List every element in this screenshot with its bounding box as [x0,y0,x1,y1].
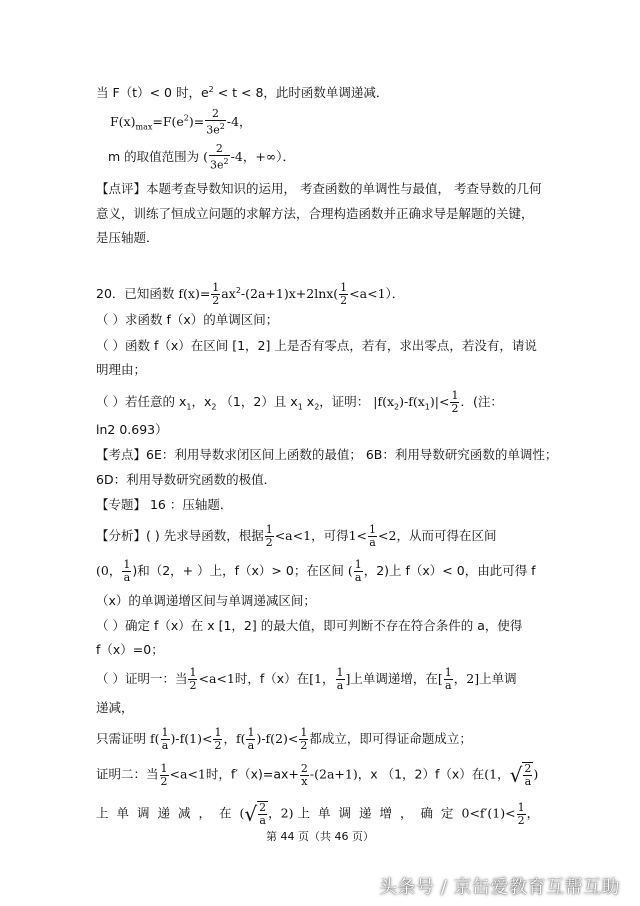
text: 意义，训练了恒成立问题的求解方法，合理构造函数并正确求导是解题的关键， [96,206,534,221]
formula-text: -4，+∞）． [230,148,295,164]
text: 上单调递减，在 [96,805,240,821]
fraction [246,727,255,752]
text-line [96,727,576,752]
text-line [96,390,576,417]
radical-sign: √ [509,763,523,787]
text: 时，f（x）在 [234,671,310,686]
formula-text: 1< [348,528,368,543]
denominator: 2 [517,813,525,827]
superscript: 2 [208,85,214,94]
fraction [368,524,377,549]
formula-text: ，2] [453,671,480,686]
formula-text: )|< [429,394,450,409]
formula-text: <a<1 [169,766,206,782]
fraction [523,763,532,788]
square-root [510,762,534,788]
text: 上单调递增，在 [350,671,438,686]
fraction [339,282,348,307]
fraction [336,667,345,692]
watermark-text: 头条号 / 京缶爱教育互帮互助 [378,877,620,898]
formula-text: 0<f′(1)< [461,805,516,821]
formula-text: |f(x [373,394,395,409]
fraction [450,390,459,415]
formula-text: [ [437,671,443,686]
formula-text: ( [203,148,209,164]
text: 【专题】 16 ：压轴题． [96,497,233,512]
formula-text: )-f(1)< [170,731,213,746]
numerator: 1 [212,281,220,295]
denominator: a [336,679,344,692]
denominator [205,121,226,137]
numerator: 1 [247,726,255,739]
text-line [96,361,576,379]
fraction [188,667,197,692]
numerator: 1 [161,726,169,739]
text-line [96,524,576,549]
subscript: 1 [186,402,192,412]
fraction [265,524,274,549]
denominator [209,156,230,172]
text: 【点评】本题考查导数知识的运用， 考查函数的单调性与最值， 考查导数的几何 [96,181,542,196]
numerator: 1 [160,761,168,775]
denominator: a [445,679,452,692]
text-line [96,667,576,692]
formula-text: <a<1 [274,528,312,543]
numerator: 2 [259,801,267,814]
text: （ ）求函数 f（x）的单调区间； [96,312,279,327]
radical-sign: √ [244,802,258,826]
formula-text: ] [345,671,351,686]
numerator: 1 [354,558,362,571]
subscript: 1 [297,402,303,412]
fraction [122,559,131,584]
text: < t < 8，此时函数单调递减． [213,85,389,101]
text: ，x （1，2）f（x）在 [357,766,485,782]
numerator: 1 [517,800,525,814]
denominator: a [259,814,266,827]
numerator: 1 [336,666,344,679]
text: 只需证明 [96,731,147,746]
fraction [213,727,222,752]
text-line [96,81,576,102]
text-line [96,617,576,635]
text: 时，f′（x)=ax+ [205,766,299,782]
subscript: 2 [314,402,320,412]
numerator: 1 [369,523,377,536]
text: （ ）函数 f（x）在区间 [1，2] 上是否有零点，若有，求出零点，若没有，请说 [96,338,537,353]
page-footer: 第 44 页（共 46 页） [266,830,374,843]
text: 上单调递增，确定 [297,805,462,821]
denominator: x [301,774,308,788]
text: ．(注： [460,394,503,409]
text: ，从而可得在区间 [396,528,497,543]
numerator: 1 [451,389,459,402]
formula-text: [1， [309,671,335,686]
text: （ ）证明一：当 [96,671,188,686]
fraction [354,559,363,584]
text: （ ）若任意的 x [96,394,187,409]
fraction [258,802,267,827]
text-line [96,311,576,329]
subscript: 2 [211,402,217,412]
denominator: a [247,739,255,752]
formula-text: ) [533,766,539,782]
superscript: 2 [235,286,241,295]
text-line [96,421,576,439]
numerator: 1 [444,666,452,679]
text-line [96,801,576,827]
text: 证明二：当 [96,766,159,782]
text: ，证明： [319,394,370,409]
text: x [302,394,315,409]
text: 6D：利用导数研究函数的极值． [96,472,277,487]
superscript: 2 [223,157,229,166]
formula-line [110,108,576,137]
text: ，可得 [311,528,349,543]
text: 当 F（t）< 0 时，e [96,85,209,101]
formula-text: -(2a+1)x+2lnx( [240,286,339,302]
text-line [96,337,576,355]
denominator: 2 [212,294,220,308]
text: 递减， [96,700,134,715]
formula-text: (1， [484,766,510,782]
text: 【考点】6E：利用导数求闭区间上函数的最值； 6B：利用导数研究函数的单调性； [96,447,558,462]
question-line [96,282,576,307]
formula-text: <a<1 [198,671,235,686]
text-line [96,180,576,198]
formula-text: <2 [378,528,397,543]
subscript: max [135,122,153,132]
text-line [96,446,576,464]
formula-text: )-f(2)< [256,731,299,746]
fraction [300,763,309,788]
text: ，2)上 f（x）< 0，由此可得 f [363,563,536,578]
formula-text: -4， [226,113,252,129]
numerator: 1 [189,666,197,679]
formula-text: ( [347,563,353,578]
text: 是压轴题． [96,230,159,245]
numerator: 1 [300,726,308,739]
numerator: 1 [265,523,273,536]
text: 上单调 [479,671,517,686]
subscript: 2 [394,402,400,412]
denominator: a [369,536,376,549]
denominator-text: 3e [206,123,220,137]
formula-text: ax [221,286,236,302]
formula-text: )-f(x [399,394,425,409]
text-line [96,471,576,489]
numerator: 2 [300,761,308,775]
text: 都成立，即可得证命题成立； [309,731,472,746]
formula-text: -(2a+1) [309,766,358,782]
denominator: a [524,775,532,788]
denominator: 2 [451,402,459,415]
text: ，x [191,394,212,409]
formula-text: f(x)= [178,286,211,302]
formula-text: <a<1）． [349,286,405,302]
text-line [96,592,576,610]
fraction [160,763,169,788]
text-line [96,762,576,788]
text: ln2 0.693） [96,422,168,437]
denominator: 2 [340,294,348,308]
fraction [211,282,220,307]
denominator: a [123,571,131,584]
fraction [444,667,453,692]
text: 【分析】( ) 先求导函数，根据 [96,528,264,543]
text-line [96,229,576,247]
fraction [517,802,526,827]
denominator: 2 [160,774,168,788]
fraction [209,143,230,172]
formula-text: ( [239,805,245,821]
formula-text: ，2) [268,805,294,821]
superscript: 2 [183,113,189,123]
numerator: 2 [209,143,230,156]
text: f（x）=0； [96,642,164,657]
formula-text: )= [188,113,205,129]
text-line [108,143,576,172]
subscript: 1 [424,402,430,412]
text-line [96,559,576,584]
denominator: 2 [300,739,308,752]
formula-text: ，f( [223,731,246,746]
denominator: 2 [265,536,273,549]
numerator: 1 [340,281,348,295]
numerator: 2 [524,762,532,775]
text: （x）的单调递增区间与单调递减区间； [96,593,316,608]
denominator: a [354,571,362,584]
formula-text: (0， [96,563,122,578]
denominator: 2 [189,679,197,692]
text: （1，2）且 x [216,394,298,409]
formula-text: F(x) [110,113,136,129]
text: 20．已知函数 [96,286,175,302]
text-line [96,205,576,223]
text: ， [526,805,540,821]
text: )和（2，+ ）上，f（x）> 0；在区间 [132,563,344,578]
fraction [205,108,226,137]
formula-text: f( [150,731,160,746]
denominator: 2 [214,739,222,752]
text: （ ）确定 f（x）在 x [1，2] 的最大值，即可判断不存在符合条件的 a，使得 [96,618,523,633]
text: m 的取值范围为 [108,148,200,164]
denominator-text: 3e [210,158,224,172]
text: 明理由； [96,362,147,377]
square-root [244,801,268,827]
superscript: 2 [219,122,225,131]
numerator: 2 [205,108,226,121]
fraction [299,727,308,752]
numerator: 1 [214,726,222,739]
fraction [161,727,170,752]
denominator: a [161,739,169,752]
text-line [96,699,576,717]
text-line [96,496,576,514]
text-line [96,641,576,659]
numerator: 1 [123,558,131,571]
formula-text: =F(e [152,113,184,129]
